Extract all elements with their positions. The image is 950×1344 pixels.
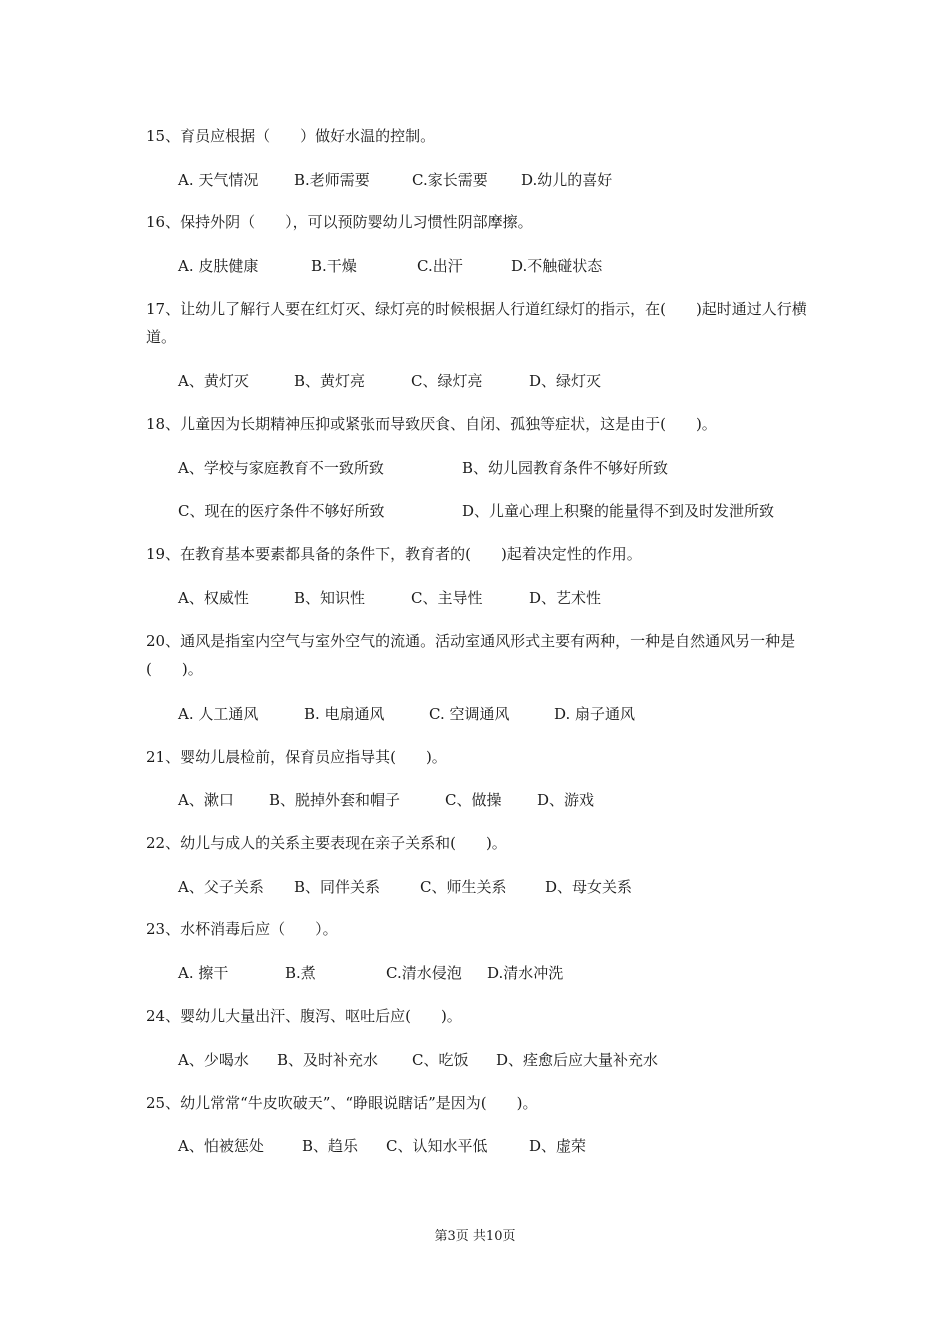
option-d: D. 扇子通风 — [554, 705, 636, 723]
option-c: C、做操 — [445, 791, 502, 809]
question-stem: 19、在教育基本要素都具备的条件下，教育者的( )起着决定性的作用。 — [146, 545, 642, 563]
option-b: B、同伴关系 — [294, 878, 381, 896]
option-b: B、及时补充水 — [277, 1051, 379, 1069]
option-a: A. 人工通风 — [178, 705, 259, 723]
option-b: B、趋乐 — [302, 1137, 359, 1155]
option-b: B、黄灯亮 — [294, 372, 366, 390]
option-d: D.不触碰状态 — [511, 257, 603, 275]
option-d: D、痊愈后应大量补充水 — [496, 1051, 659, 1069]
question-stem: 23、水杯消毒后应（ ）。 — [146, 920, 338, 938]
option-a: A、怕被惩处 — [178, 1137, 264, 1155]
option-c: C.家长需要 — [412, 171, 488, 189]
option-d: D、母女关系 — [545, 878, 633, 896]
option-b: B.干燥 — [311, 257, 357, 275]
option-a: A、黄灯灭 — [178, 372, 249, 390]
option-a: A、权威性 — [178, 589, 249, 607]
question-stem: 17、让幼儿了解行人要在红灯灭、绿灯亮的时候根据人行道红绿灯的指示，在( )起时通过人行横道。 — [146, 300, 807, 346]
option-d: D、绿灯灭 — [529, 372, 602, 390]
option-d: D、虚荣 — [529, 1137, 587, 1155]
question-stem: 15、育员应根据（ ）做好水温的控制。 — [146, 127, 436, 145]
option-b: B、知识性 — [294, 589, 366, 607]
option-a: A、学校与家庭教育不一致所致 — [178, 459, 384, 477]
option-c: C、主导性 — [411, 589, 483, 607]
question-stem: 20、通风是指室内空气与室外空气的流通。活动室通风形式主要有两种，一种是自然通风另一种是( )。 — [146, 632, 796, 678]
option-c: C、现在的医疗条件不够好所致 — [178, 502, 385, 520]
option-a: A. 皮肤健康 — [178, 257, 259, 275]
question-stem: 24、婴幼儿大量出汗、腹泻、呕吐后应( )。 — [146, 1007, 462, 1025]
option-a: A. 擦干 — [178, 964, 229, 982]
page-number-footer: 第3页 共10页 — [434, 1229, 516, 1244]
option-a: A、少喝水 — [178, 1051, 249, 1069]
option-c: C、师生关系 — [420, 878, 507, 896]
option-d: D.幼儿的喜好 — [521, 171, 613, 189]
option-b: B、幼儿园教育条件不够好所致 — [462, 459, 669, 477]
option-c: C、绿灯亮 — [411, 372, 483, 390]
option-c: C. 空调通风 — [429, 705, 510, 723]
option-b: B.老师需要 — [294, 171, 370, 189]
option-b: B. 电扇通风 — [304, 705, 385, 723]
option-b: B、脱掉外套和帽子 — [269, 791, 401, 809]
option-a: A. 天气情况 — [178, 171, 259, 189]
option-a: A、父子关系 — [178, 878, 264, 896]
option-d: D.清水冲洗 — [487, 964, 564, 982]
option-a: A、漱口 — [178, 791, 234, 809]
question-stem: 18、儿童因为长期精神压抑或紧张而导致厌食、自闭、孤独等症状，这是由于( )。 — [146, 415, 717, 433]
option-c: C、吃饭 — [412, 1051, 469, 1069]
option-c: C、认知水平低 — [386, 1137, 488, 1155]
question-stem: 21、婴幼儿晨检前，保育员应指导其( )。 — [146, 748, 447, 766]
option-d: D、艺术性 — [529, 589, 602, 607]
question-stem: 16、保持外阴（ ），可以预防婴幼儿习惯性阴部摩擦。 — [146, 213, 533, 231]
option-d: D、儿童心理上积聚的能量得不到及时发泄所致 — [462, 502, 775, 520]
option-c: C.出汗 — [417, 257, 463, 275]
question-stem: 25、幼儿常常“牛皮吹破天”、“睁眼说瞎话”是因为( )。 — [146, 1094, 538, 1112]
option-c: C.清水侵泡 — [386, 964, 462, 982]
question-stem: 22、幼儿与成人的关系主要表现在亲子关系和( )。 — [146, 834, 507, 852]
option-b: B.煮 — [285, 964, 316, 982]
option-d: D、游戏 — [537, 791, 595, 809]
